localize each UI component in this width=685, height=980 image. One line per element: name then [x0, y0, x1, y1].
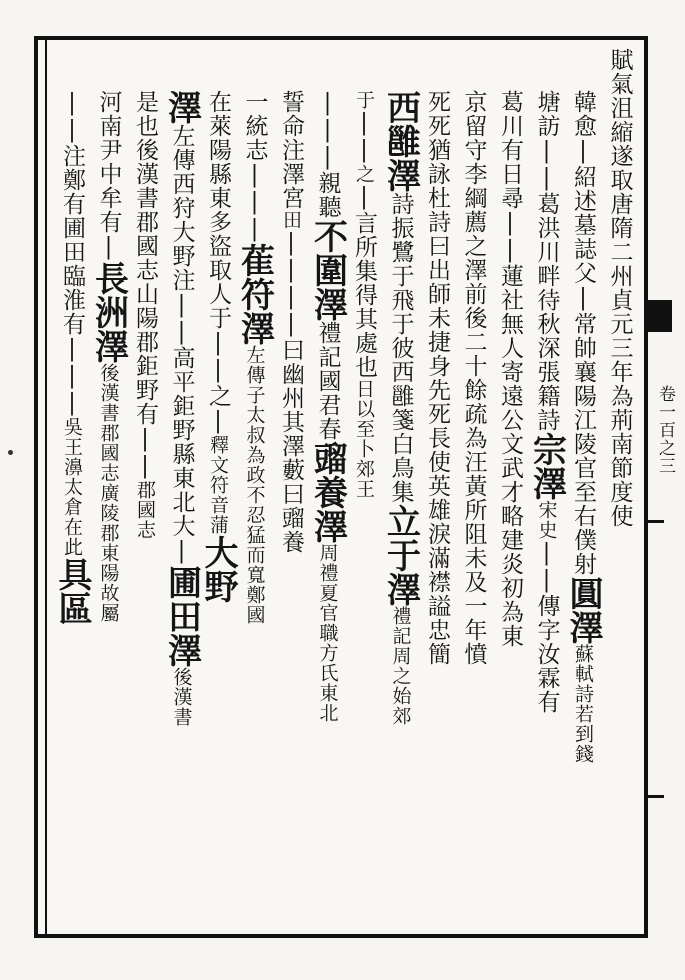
text-column	[50, 90, 94, 950]
body-text: 塘訪	[533, 90, 560, 138]
annotation-text: 後漢書郡國志廣陵郡東陽故屬	[97, 363, 120, 623]
annotation-text: 左傳子太叔為政不忍猛而寬鄭國	[243, 345, 266, 625]
body-text: |	[533, 540, 560, 567]
body-text: 在萊陽縣東	[205, 90, 231, 210]
body-text: ||	[533, 138, 560, 192]
annotation-text: 郡國志	[134, 480, 156, 540]
body-text: 賦氣沮縮遂取唐隋二州貞元三年為荊南節度使	[606, 48, 633, 528]
frame-inner-rule	[45, 40, 47, 934]
body-text: |傳字汝霖有	[533, 567, 560, 714]
body-text: 紹述墓誌父	[570, 165, 596, 285]
body-text: |	[95, 234, 122, 261]
body-text: 葛川有日尋	[497, 90, 523, 210]
fold-tick	[646, 520, 664, 523]
headword: 大野	[198, 535, 238, 603]
body-text: 臨淮有	[59, 264, 85, 336]
body-text: |||	[241, 162, 268, 243]
headword: 立于澤	[380, 504, 421, 606]
headword: 西雝澤	[380, 90, 421, 192]
annotation-text: 于	[353, 90, 375, 110]
body-text: ||	[497, 210, 523, 264]
fold-tick	[646, 795, 664, 798]
fold-marker	[646, 300, 672, 332]
annotation-text: 周禮夏官職方氏東北	[316, 543, 339, 723]
body-text: ||	[351, 110, 377, 164]
body-text: |	[168, 538, 195, 565]
headword: 圓澤	[563, 576, 603, 644]
annotation-text: 釋文符音蒲	[207, 435, 229, 535]
headword: 宗澤	[526, 432, 567, 500]
ink-spot	[8, 450, 13, 455]
body-text: ||||	[278, 230, 304, 338]
headword: 萑符澤	[234, 243, 275, 345]
body-text: 高平鉅野縣東北大	[168, 346, 195, 538]
body-text: 禮記國君春	[314, 321, 341, 441]
body-text: 左傳西狩大野注	[168, 124, 195, 292]
body-text: ||	[59, 90, 85, 144]
headword: 具區	[52, 557, 92, 625]
annotation-text: 之	[353, 164, 375, 184]
body-text: 誓命注澤宮	[278, 90, 304, 210]
body-text: |||	[314, 90, 341, 171]
body-text: 蓮社無人寄遠公	[497, 264, 523, 432]
body-text: 言所集得其處也	[351, 211, 377, 379]
annotation-text: 蘇軾詩若到錢	[572, 644, 594, 764]
headword: 䝀養澤	[307, 441, 348, 543]
body-text: 一統志	[241, 90, 268, 162]
text-frame	[34, 36, 648, 938]
body-text: 常帥襄陽江陵官至右僕射	[570, 312, 596, 576]
body-text: 之	[205, 384, 231, 408]
body-text: 文武才略建炎初為東	[497, 432, 523, 648]
annotation-text: 日以至卜郊王	[353, 379, 375, 499]
headword: 長洲澤	[88, 261, 129, 363]
body-text: 曰幽州其澤藪曰䝀養	[278, 338, 304, 554]
body-text: 葛洪川畔待秋深張籍詩	[533, 192, 560, 432]
annotation-text: 吳王濞太倉在此	[61, 417, 83, 557]
body-text: |	[570, 285, 596, 312]
body-text: |	[205, 408, 231, 435]
body-text: ||	[168, 292, 195, 346]
page-top-margin	[0, 0, 685, 40]
body-text: ||	[59, 336, 85, 390]
body-text: 詩振鷺于飛于彼西雝箋白鳥集	[387, 192, 414, 504]
annotation-text: 後漢書	[170, 667, 193, 727]
body-text: 是也後漢書郡國志山陽郡鉅野有	[132, 90, 158, 426]
headword: 不圍澤	[307, 219, 348, 321]
body-text: |	[570, 138, 596, 165]
body-text: 京留守李綱薦之澤前後二十餘疏為汪黃所阻未及一年憤	[460, 90, 487, 666]
body-text: |	[351, 184, 377, 211]
annotation-text: 宋史	[535, 500, 558, 540]
body-text: 多盜取人于	[205, 210, 231, 330]
body-text: 死死猶詠杜詩曰出師未捷身先死長使英雄淚滿襟謚忠簡	[424, 90, 450, 666]
headword: 圃田澤	[161, 565, 202, 667]
body-text: 河南尹中牟有	[95, 90, 122, 234]
body-text: ||	[132, 426, 158, 480]
body-text: 韓愈	[570, 90, 596, 138]
body-text: ||	[205, 330, 231, 384]
annotation-text: 禮記周之始郊	[389, 606, 412, 726]
volume-label: 卷一百之三	[655, 385, 675, 475]
headword: 澤	[161, 90, 202, 124]
body-text: 注鄭有圃田	[59, 144, 85, 264]
body-text: |	[59, 390, 85, 417]
annotation-text: 田	[280, 210, 302, 230]
body-text: 親聽	[314, 171, 341, 219]
